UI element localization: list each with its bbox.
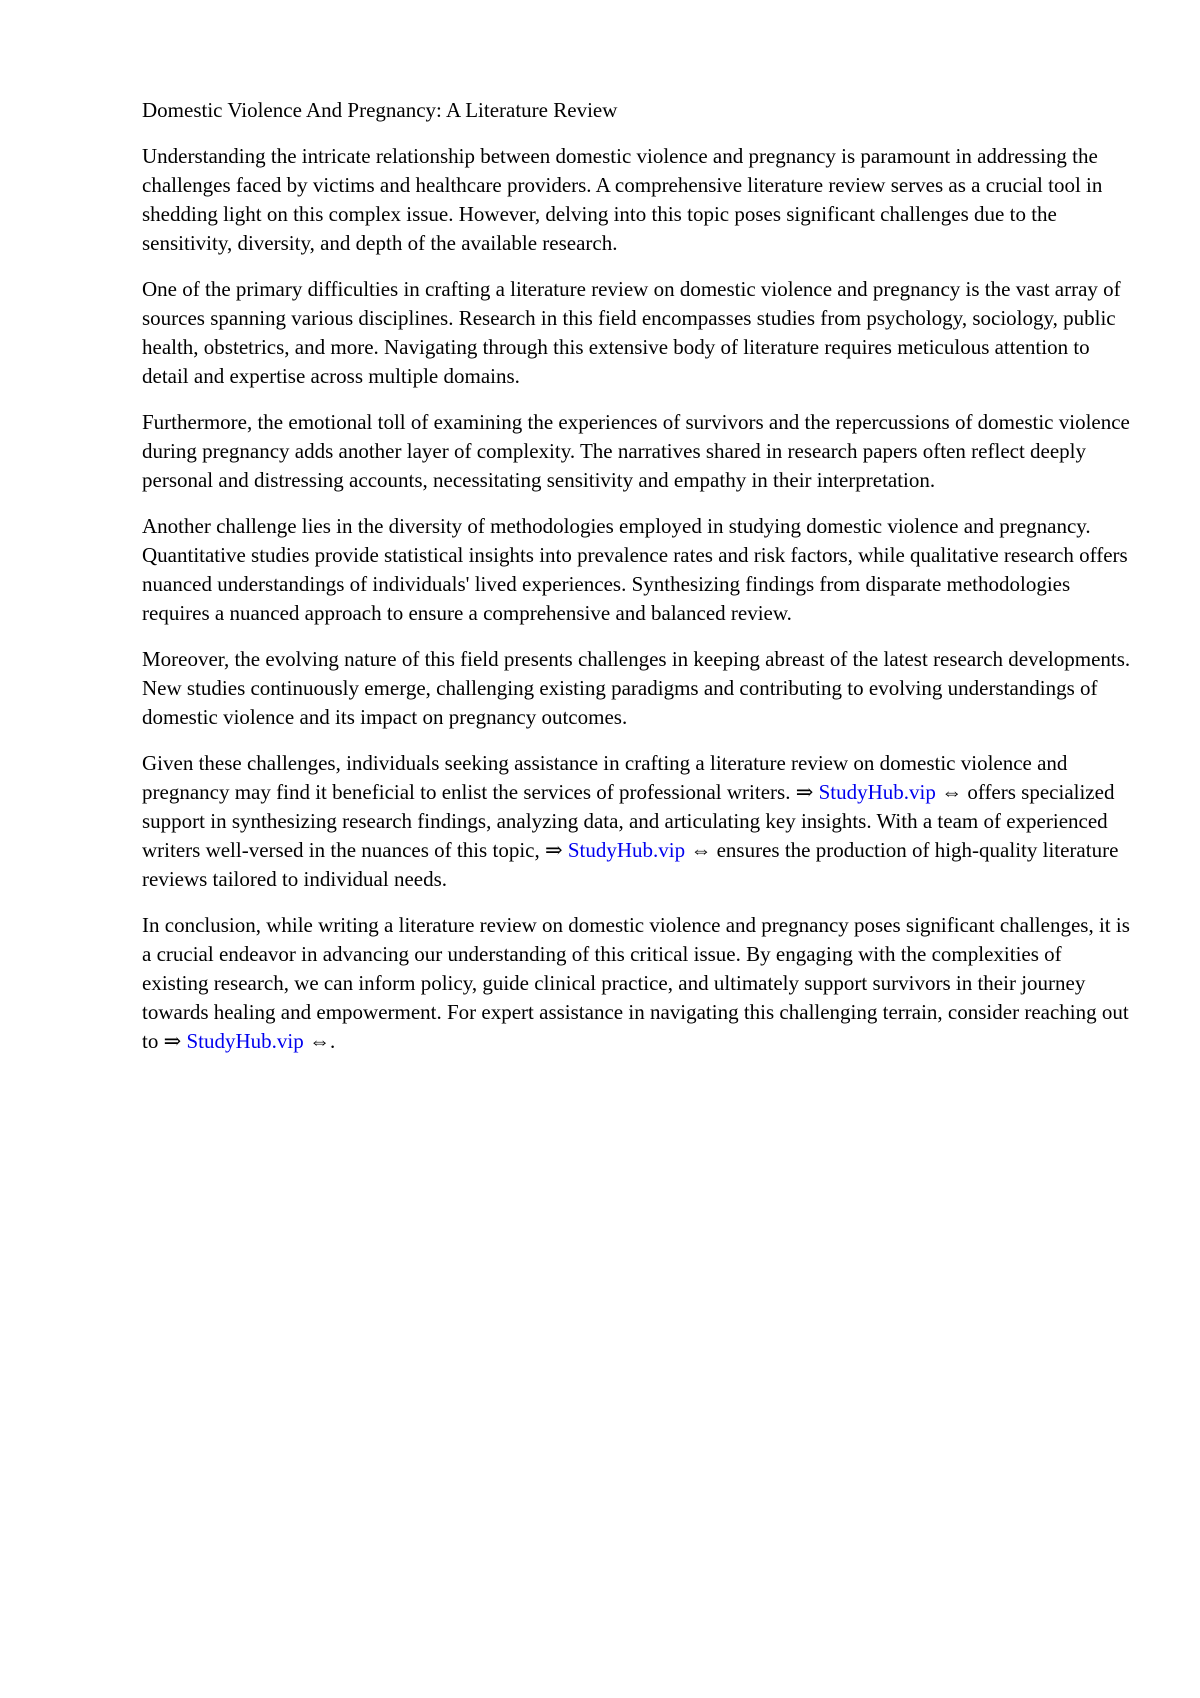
document-title: Domestic Violence And Pregnancy: A Literature Review [142,98,618,122]
document-page [142,96,1132,1073]
paragraph-6-text-2: ⇔ offers specialized support in synthesizing research findings, analyzing data, and articulating key insights. With a team of experienced writers well-versed in the nuances of this topic, ⇒ [142,780,1115,862]
paragraph-2: One of the primary difficulties in crafting a literature review on domestic violence and pregnancy is the vast array of sources spanning various disciplines. Research in this field encompasses studies from psychology, sociology, public health, obstetrics, and more. Navigating through this extensive body of literature requires meticulous attention to detail and expertise across multiple domains. [142,277,1121,388]
paragraph-3: Furthermore, the emotional toll of examining the experiences of survivors and the repercussions of domestic violence during pregnancy adds another layer of complexity. The narratives shared in research papers often reflect deeply personal and distressing accounts, necessitating sensitivity and empathy in their interpretation. [142,410,1130,492]
paragraph-1: Understanding the intricate relationship between domestic violence and pregnancy is paramount in addressing the challenges faced by victims and healthcare providers. A comprehensive literature review serves as a crucial tool in shedding light on this complex issue. However, delving into this topic poses significant challenges due to the sensitivity, diversity, and depth of the available research. [142,144,1103,255]
paragraph-6-text-3: ⇔ ensures the production of high-quality literature reviews tailored to individual needs. [142,838,1119,891]
paragraph-7-text-1: In conclusion, while writing a literature review on domestic violence and pregnancy poses significant challenges, it is a crucial endeavor in advancing our understanding of this critical issue. By engaging with the complexities of existing research, we can inform policy, guide clinical practice, and ultimately support survivors in their journey towards healing and empowerment. For expert assistance in navigating this challenging terrain, consider reaching out to ⇒ [142,913,1130,1053]
paragraph-6 [142,749,1132,894]
studyhub-link-1[interactable]: StudyHub.vip [818,780,936,804]
paragraph-4: Another challenge lies in the diversity of methodologies employed in studying domestic violence and pregnancy. Quantitative studies provide statistical insights into prevalence rates and risk factors, while qualitative research offers nuanced understandings of individuals' lived experiences. Synthesizing findings from disparate methodologies requires a nuanced approach to ensure a comprehensive and balanced review. [142,514,1128,625]
paragraph-7 [142,911,1132,1056]
paragraph-7-text-2: ⇔. [303,1029,336,1053]
paragraph-5: Moreover, the evolving nature of this field presents challenges in keeping abreast of the latest research developments. New studies continuously emerge, challenging existing paradigms and contributing to evolving understandings of domestic violence and its impact on pregnancy outcomes. [142,647,1131,729]
studyhub-link-2[interactable]: StudyHub.vip [567,838,686,862]
studyhub-link-3[interactable]: StudyHub.vip [186,1029,304,1053]
paragraph-6-text-1: Given these challenges, individuals seeking assistance in crafting a literature review on domestic violence and pregnancy may find it beneficial to enlist the services of professional writers. ⇒ [142,751,1068,804]
